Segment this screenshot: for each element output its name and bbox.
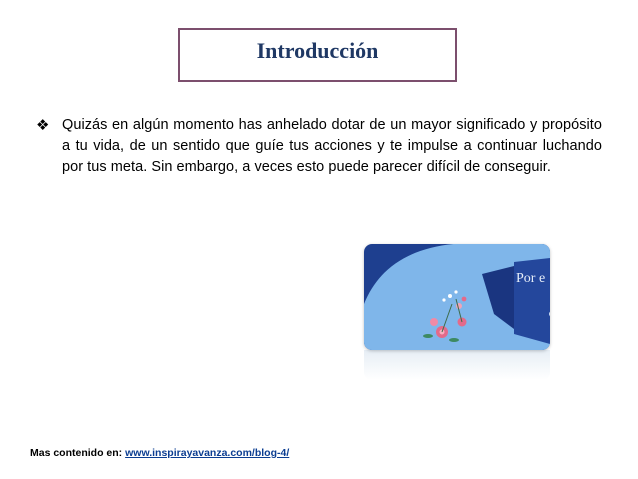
image-reflection — [364, 350, 550, 380]
banner-text: Por e — [516, 271, 546, 286]
footer-label: Mas contenido en: — [30, 447, 123, 459]
illustration-graphic — [364, 244, 550, 350]
bullet-text: Quizás en algún momento has anhelado dotar de un mayor significado y propósito a tu vida, de un sentido que guíe tus acciones y te impulse a continuar luchando por tus meta. Sin embargo, a veces esto puede parecer difícil de conseguir. — [62, 117, 602, 175]
diamond-bullet-icon: ❖ — [36, 116, 50, 134]
footer — [30, 447, 289, 459]
illustration-image — [364, 244, 550, 350]
footer-link[interactable]: www.inspirayavanza.com/blog-4/ — [125, 447, 290, 459]
slide-title: Introducción — [256, 38, 379, 63]
bullet-item — [36, 115, 602, 178]
title-box — [178, 28, 457, 82]
